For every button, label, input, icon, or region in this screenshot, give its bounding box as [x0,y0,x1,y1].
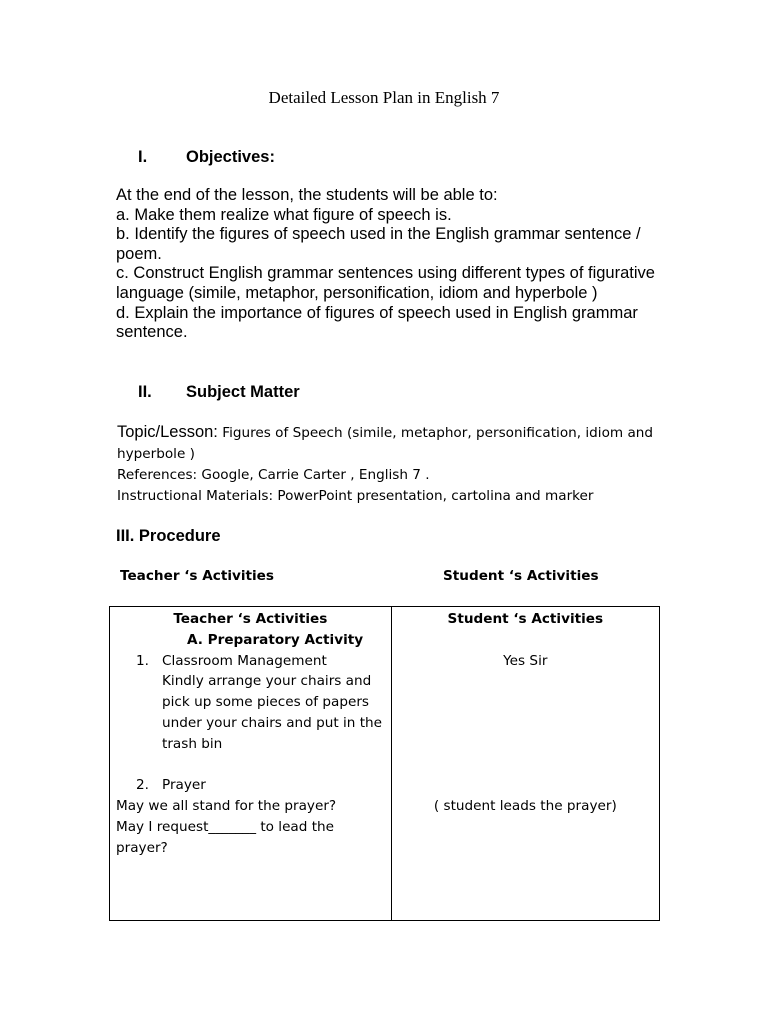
item-number: 2. [136,777,149,794]
teacher-table-header: Teacher ‘s Activities [173,611,328,627]
topic-line [117,422,677,465]
student-response-1: Yes Sir [503,652,548,669]
subject-matter-heading [138,383,300,402]
objectives-number: I. [138,148,148,166]
preparatory-activity-label: A. Preparatory Activity [187,631,364,648]
item-text: Kindly arrange your chairs and pick up some pieces of papers under your chairs and put in the trash bin [162,673,383,752]
item-title: Classroom Management [162,652,327,669]
list-item [110,775,391,796]
student-column [391,607,659,921]
objective-b: b. Identify the figures of speech used in the English grammar sentence / poem. [116,225,641,263]
procedure-heading: III. Procedure [116,527,221,545]
materials-line: Instructional Materials: PowerPoint presentation, cartolina and marker [117,488,594,504]
subject-matter-number: II. [138,383,152,401]
topic-label: Topic/Lesson: [117,423,218,441]
objectives-heading [138,148,275,167]
topic-value: Figures of Speech (simile, metaphor, personification, idiom and hyperbole ) [117,425,654,462]
activities-table [109,606,660,921]
teacher-activities-heading: Teacher ‘s Activities [120,568,274,584]
objective-a: a. Make them realize what figure of speech is. [116,205,452,224]
table-row [110,607,660,921]
objective-c: c. Construct English grammar sentences using different types of figurative language (simile, metaphor, personification, idiom and hyperbole ) [116,264,655,302]
prayer-request-1: May we all stand for the prayer? [116,798,337,815]
objective-d: d. Explain the importance of figures of speech used in English grammar sentence. [116,303,638,342]
objectives-label: Objectives: [186,148,275,166]
student-activities-heading: Student ‘s Activities [443,568,599,584]
document-title: Detailed Lesson Plan in English 7 [268,88,500,107]
objectives-intro: At the end of the lesson, the students will be able to: [116,186,498,204]
student-table-header: Student ‘s Activities [447,611,604,627]
prayer-request-2: May I request_______ to lead the prayer? [116,818,335,856]
subject-matter-label: Subject Matter [186,383,300,401]
list-item [110,651,391,755]
student-response-2: ( student leads the prayer) [433,798,617,815]
teacher-column [110,607,392,921]
item-number: 1. [136,652,149,669]
objectives-list [116,186,656,343]
item-title: Prayer [162,777,206,794]
references-line: References: Google, Carrie Carter , English 7 . [117,467,430,483]
subject-matter-block [117,422,677,507]
